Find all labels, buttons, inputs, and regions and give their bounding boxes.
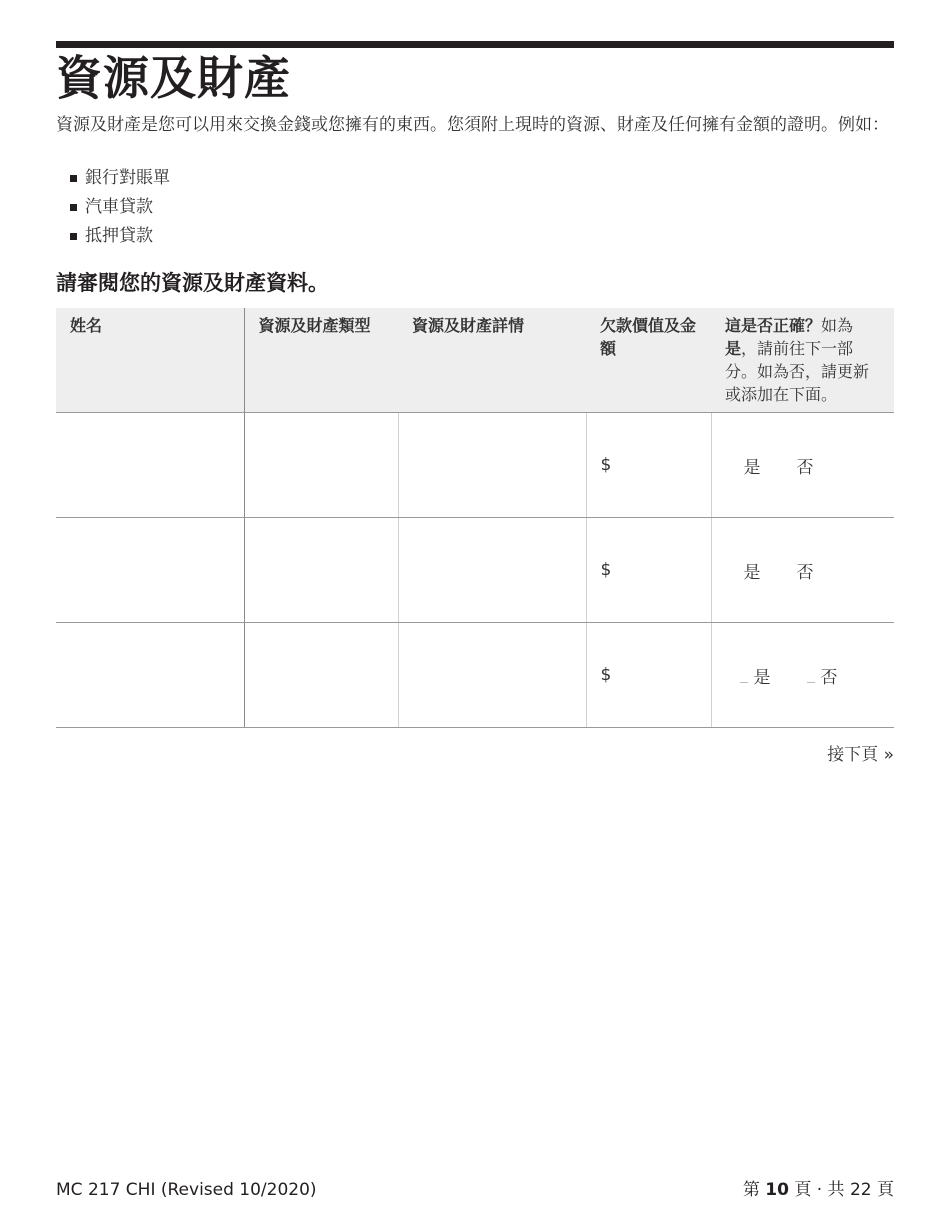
type-cell[interactable]	[244, 623, 398, 728]
header-details: 資源及財產詳情	[398, 308, 586, 413]
currency-symbol: $	[600, 455, 612, 475]
intro-text: 資源及財產是您可以用來交換金錢或您擁有的東西。您須附上現時的資源、財產及任何擁有金額的證明。例如：	[56, 115, 889, 135]
type-cell[interactable]	[244, 518, 398, 623]
list-item: 抵押貸款	[70, 222, 170, 251]
correct-cell	[711, 518, 894, 623]
name-cell[interactable]	[56, 518, 244, 623]
header-type: 資源及財產類型	[244, 308, 398, 413]
details-cell[interactable]	[398, 413, 586, 518]
page-title: 資源及財產	[56, 51, 291, 105]
header-name: 姓名	[56, 308, 244, 413]
correct-cell	[711, 413, 894, 518]
currency-symbol: $	[600, 560, 612, 580]
value-cell[interactable]	[586, 413, 711, 518]
no-option[interactable]: 否	[807, 663, 838, 688]
bullet-icon	[70, 204, 77, 211]
no-option[interactable]: 否	[796, 562, 814, 583]
example-list	[70, 164, 170, 251]
details-cell[interactable]	[398, 518, 586, 623]
section-heading: 請審閱您的資源及財產資料。	[56, 271, 329, 295]
list-item: 銀行對賬單	[70, 164, 170, 193]
top-rule	[56, 41, 894, 48]
bullet-icon	[70, 175, 77, 182]
table-row	[56, 623, 894, 728]
next-page-link[interactable]: 接下頁 »	[827, 745, 894, 765]
yes-option[interactable]: 是	[743, 457, 761, 478]
name-cell[interactable]	[56, 413, 244, 518]
form-id: MC 217 CHI (Revised 10/2020)	[56, 1180, 317, 1200]
table-row	[56, 413, 894, 518]
value-cell[interactable]	[586, 518, 711, 623]
header-value: 欠款價值及金額	[586, 308, 711, 413]
type-cell[interactable]	[244, 413, 398, 518]
yes-option[interactable]: 是	[740, 663, 771, 688]
header-correct: 這是否正確？如為是，請前往下一部分。如為否，請更新或添加在下面。	[711, 308, 894, 413]
value-cell[interactable]	[586, 623, 711, 728]
correct-cell	[711, 623, 894, 728]
details-cell[interactable]	[398, 623, 586, 728]
yes-option[interactable]: 是	[743, 562, 761, 583]
list-item: 汽車貸款	[70, 193, 170, 222]
bullet-icon	[70, 233, 77, 240]
table-header-row	[56, 308, 894, 413]
page-number: 第 10 頁 · 共 22 頁	[742, 1180, 894, 1200]
no-option[interactable]: 否	[796, 457, 814, 478]
name-cell[interactable]	[56, 623, 244, 728]
currency-symbol: $	[600, 665, 612, 685]
resources-table	[56, 308, 894, 728]
table-row	[56, 518, 894, 623]
checkbox-icon[interactable]	[807, 682, 815, 683]
checkbox-icon[interactable]	[740, 682, 748, 683]
